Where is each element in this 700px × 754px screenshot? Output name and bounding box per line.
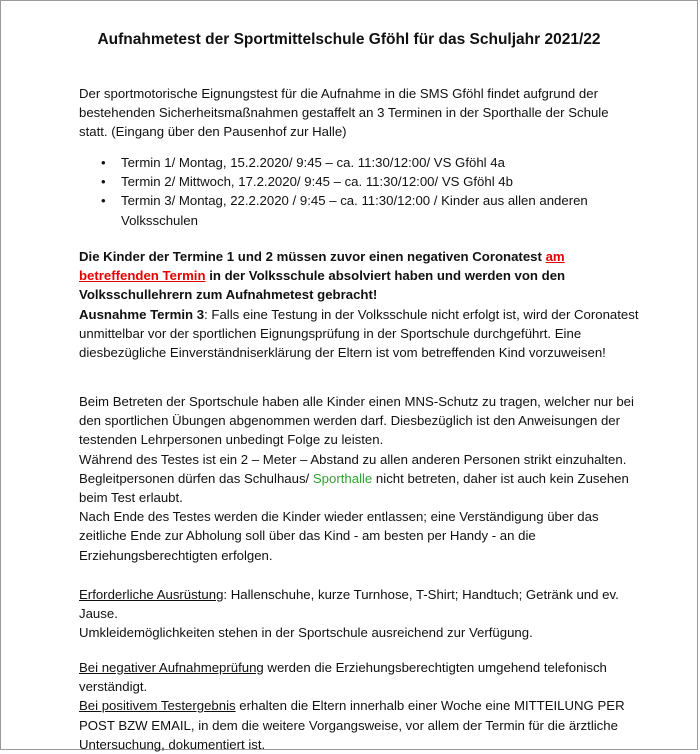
termin-text: Termin 1/ Montag, 15.2.2020/ 9:45 – ca. 11:30/12:00/ VS Gföhl 4a [121, 155, 505, 170]
termin-text: Termin 2/ Mittwoch, 17.2.2020/ 9:45 – ca. 11:30/12:00/ VS Gföhl 4b [121, 174, 513, 190]
termin-list [79, 153, 639, 230]
ausruestung-section [79, 585, 639, 643]
ausruestung-text: : Hallenschuhe, kurze Turnhose, T-Shirt; Handtuch; Getränk und ev. Jause. [79, 587, 619, 622]
termin-item [79, 191, 639, 229]
ende-paragraph: Nach Ende des Testes werden die Kinder wieder entlassen; eine Verständigung über das zeitliche Ende zur Abholung soll über das Kind - am besten per Handy - an die Erziehungsberechtigten erfolgen. [79, 509, 599, 563]
mns-paragraph: Beim Betreten der Sportschule haben alle Kinder einen MNS-Schutz zu tragen, welcher nur bei den sportlichen Übungen abgenommen werden darf. Diesbezüglich ist den Anweisungen der testenden Lehrpersonen unbedingt Folge zu leisten. [79, 394, 634, 448]
umkleide-paragraph: Umkleidemöglichkeiten stehen in der Sportschule ausreichend zur Verfügung. [79, 625, 533, 641]
begleit-text-cont: nicht betreten, daher ist auch kein Zusehen beim Test erlaubt. [79, 470, 629, 506]
corona-bold-text-cont: in der Volksschule absolviert haben und werden von den Volksschullehrern zum Aufnahmetest gebracht! [79, 268, 566, 303]
corona-notice [79, 247, 639, 305]
corona-bold-text: Die Kinder der Termine 1 und 2 müssen zuvor einen negativen Coronatest [79, 249, 546, 264]
corona-section [79, 247, 639, 362]
bullet-icon: • [101, 155, 106, 170]
sporthalle-highlight: Sporthalle [312, 470, 373, 486]
negativ-paragraph [79, 658, 639, 696]
rules-section [79, 392, 639, 565]
abstand-paragraph: Während des Testes ist ein 2 – Meter – Abstand zu allen anderen Personen strikt einzuhalten. [79, 451, 627, 467]
ergebnis-section [79, 658, 639, 754]
page-title: Aufnahmetest der Sportmittelschule Gföhl für das Schuljahr 2021/22 [97, 31, 601, 48]
begleit-text: Begleitpersonen dürfen das Schulhaus/ [79, 470, 313, 486]
bullet-icon: • [101, 193, 106, 209]
negativ-text: werden die Erziehungsberechtigten umgehend telefonisch verständigt. [79, 660, 607, 695]
begleitpersonen-paragraph [79, 469, 639, 507]
positiv-text: erhalten die Eltern innerhalb einer Woche eine MITTEILUNG PER POST BZW EMAIL, in dem die weitere Vorgangsweise, vor allem der Termin für die ärztliche Untersuchung, dokumentiert ist. [79, 698, 625, 752]
termin-item [79, 172, 639, 191]
ausruestung-paragraph [79, 585, 639, 623]
termin-list-section [79, 153, 639, 230]
positiv-paragraph [79, 696, 639, 754]
positiv-label: Bei positivem Testergebnis [79, 698, 236, 714]
intro-paragraph: Der sportmotorische Eignungstest für die Aufnahme in die SMS Gföhl findet aufgrund der bestehenden Sicherheitsmaßnahmen gestaffelt an 3 Terminen in der Sporthalle der Schule statt. (Eingang über den Pausenhof zur Halle) [79, 86, 609, 140]
ausnahme-label: Ausnahme Termin 3 [79, 306, 205, 322]
termin-item [79, 153, 639, 172]
negativ-label: Bei negativer Aufnahmeprüfung [79, 660, 264, 675]
bullet-icon: • [101, 174, 106, 190]
ausnahme-paragraph [79, 305, 639, 363]
termin-text: Termin 3/ Montag, 22.2.2020 / 9:45 – ca. 11:30/12:00 / Kinder aus allen anderen Volksschulen [121, 193, 588, 228]
corona-highlight: am betreffenden Termin [79, 249, 565, 284]
ausruestung-label: Erforderliche Ausrüstung [79, 587, 224, 602]
ausnahme-text: : Falls eine Testung in der Volksschule nicht erfolgt ist, wird der Coronatest unmittelbar vor der sportlichen Eignungsprüfung in der Sportschule durchgeführt. Eine diesbezügliche Einverständniserklärung der Eltern ist vom betreffenden Kind vorzuweisen! [79, 306, 639, 361]
